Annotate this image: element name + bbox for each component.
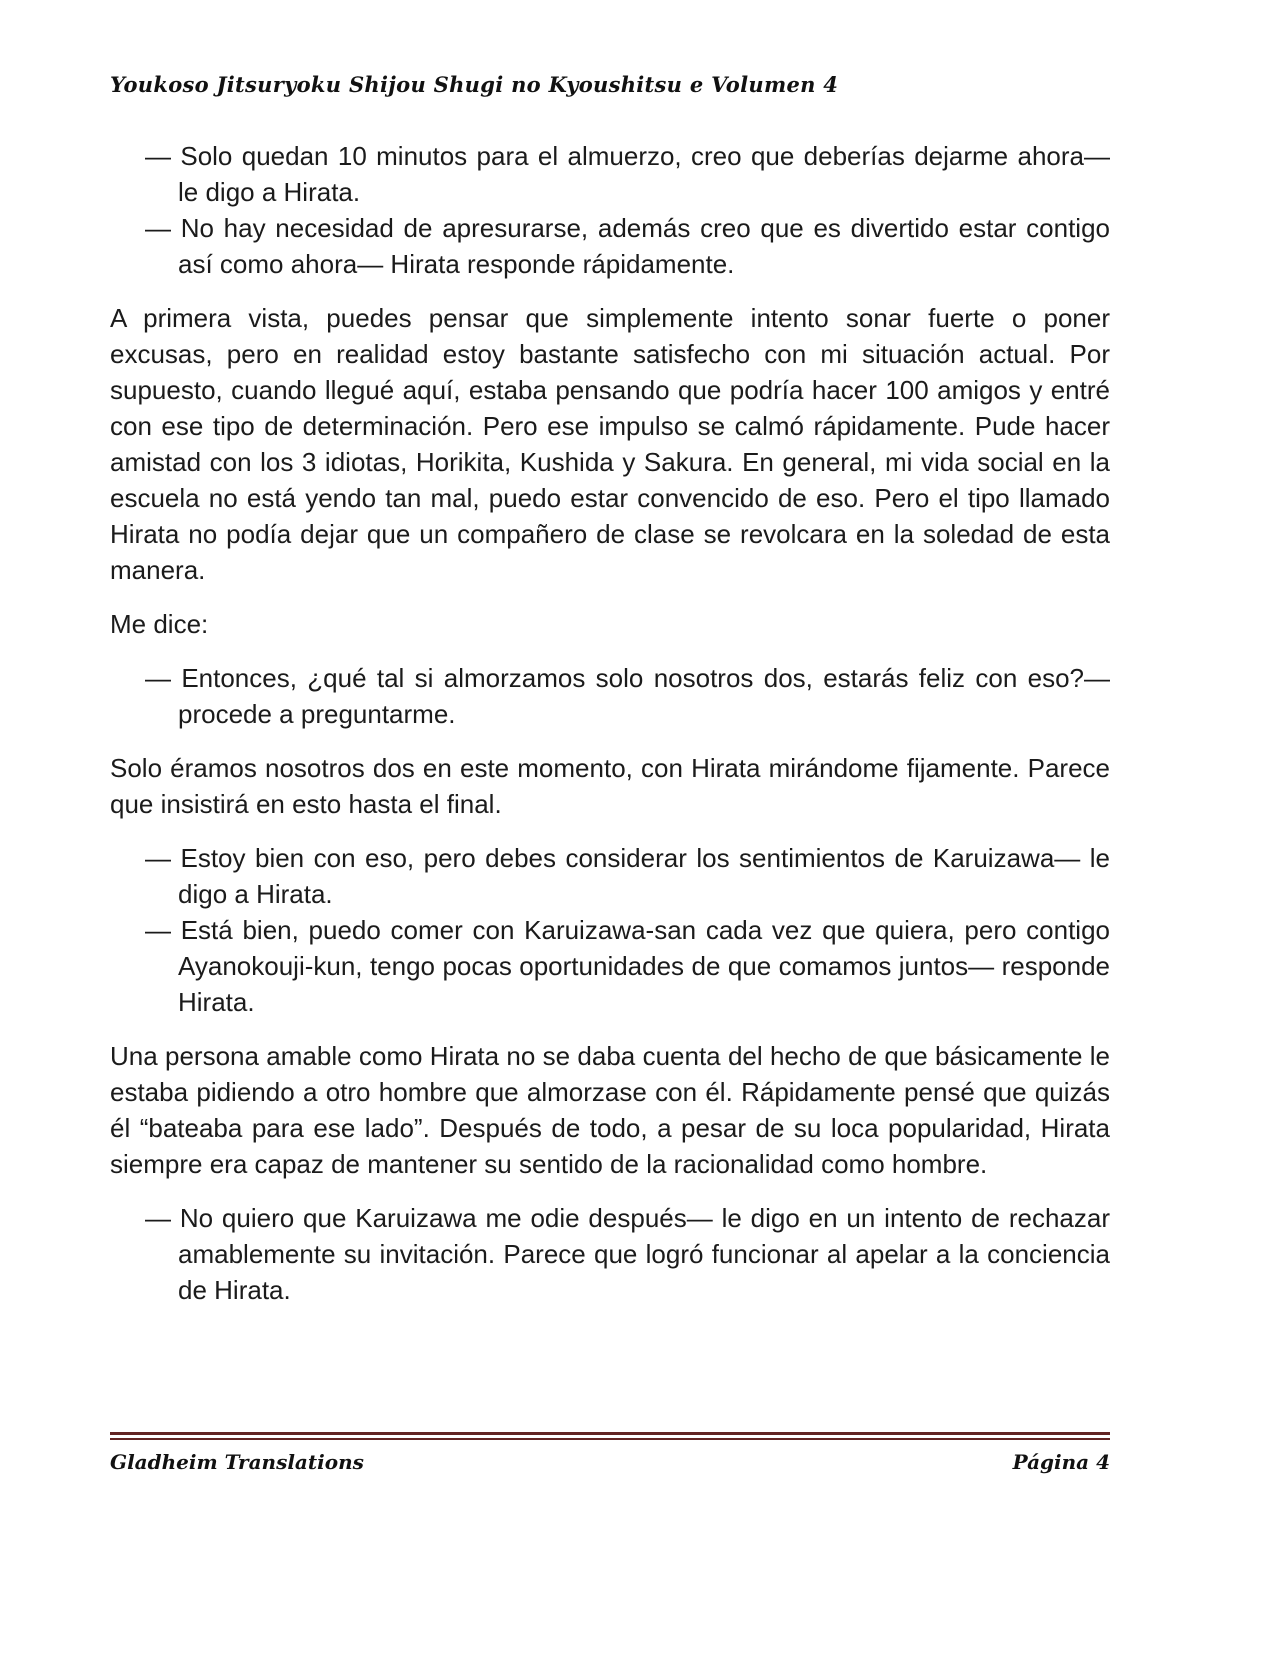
page-header [110, 72, 1130, 97]
dialogue-group [110, 840, 1110, 1020]
page-footer [110, 1432, 1110, 1474]
footer-rule [110, 1432, 1110, 1440]
dialogue-line: — Está bien, puedo comer con Karuizawa-san cada vez que quiera, pero contigo Ayanokouji-kun, tengo pocas oportunidades de que comamos juntos— responde Hirata. [145, 915, 1110, 1017]
body-paragraph: Una persona amable como Hirata no se daba cuenta del hecho de que básicamente le estaba pidiendo a otro hombre que almorzase con él. Rápidamente pensé que quizás él “bateaba para ese lado”. Después de todo, a pesar de su loca popularidad, Hirata siempre era capaz de mantener su sentido de la racionalidad como hombre. [110, 1041, 1110, 1179]
dialogue-group [110, 138, 1110, 282]
page-body [110, 138, 1110, 1326]
body-paragraph: Solo éramos nosotros dos en este momento, con Hirata mirándome fijamente. Parece que insistirá en esto hasta el final. [110, 753, 1110, 819]
body-paragraph: A primera vista, puedes pensar que simplemente intento sonar fuerte o poner excusas, pero en realidad estoy bastante satisfecho con mi situación actual. Por supuesto, cuando llegué aquí, estaba pensando que podría hacer 100 amigos y entré con ese tipo de determinación. Pero ese impulso se calmó rápidamente. Pude hacer amistad con los 3 idiotas, Horikita, Kushida y Sakura. En general, mi vida social en la escuela no está yendo tan mal, puedo estar convencido de eso. Pero el tipo llamado Hirata no podía dejar que un compañero de clase se revolcara en la soledad de esta manera. [110, 303, 1110, 585]
body-paragraph: Me dice: [110, 609, 209, 639]
footer-right: Página 4 [1012, 1450, 1110, 1474]
dialogue-line: — No quiero que Karuizawa me odie después— le digo en un intento de rechazar amablemente su invitación. Parece que logró funcionar al apelar a la conciencia de Hirata. [145, 1203, 1110, 1305]
footer-left: Gladheim Translations [110, 1450, 364, 1474]
dialogue-line: — No hay necesidad de apresurarse, además creo que es divertido estar contigo así como ahora— Hirata responde rápidamente. [145, 213, 1110, 279]
footer-row [110, 1450, 1110, 1474]
dialogue-line: — Entonces, ¿qué tal si almorzamos solo nosotros dos, estarás feliz con eso?— procede a preguntarme. [145, 663, 1110, 729]
dialogue-line: — Estoy bien con eso, pero debes considerar los sentimientos de Karuizawa— le digo a Hirata. [145, 843, 1110, 909]
dialogue-line: — Solo quedan 10 minutos para el almuerzo, creo que deberías dejarme ahora— le digo a Hirata. [145, 141, 1110, 207]
page-title: Youkoso Jitsuryoku Shijou Shugi no Kyoushitsu e Volumen 4 [110, 72, 839, 97]
